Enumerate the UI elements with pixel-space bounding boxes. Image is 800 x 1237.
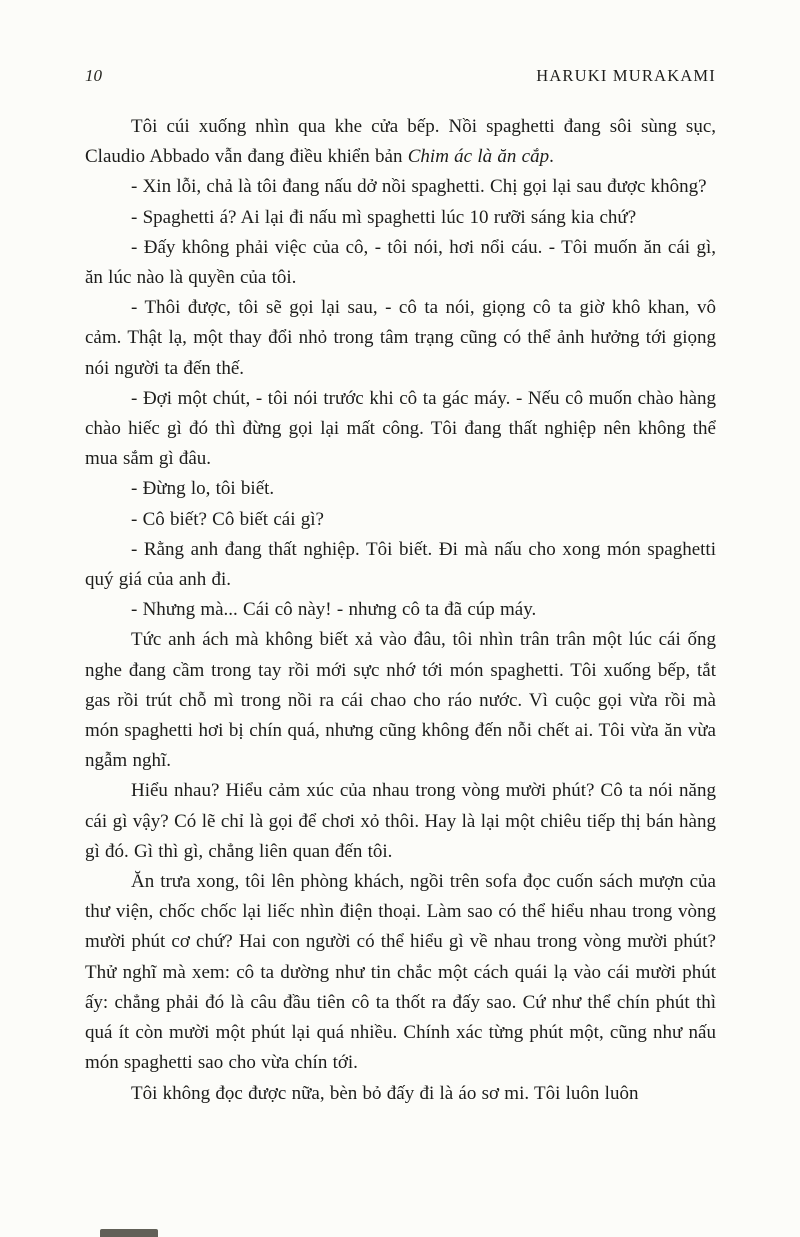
text-segment: - Đừng lo, tôi biết. — [131, 478, 275, 500]
running-head-author: HARUKI MURAKAMI — [536, 66, 716, 85]
text-segment: - Cô biết? Cô biết cái gì? — [131, 508, 324, 530]
text-segment: - Spaghetti á? Ai lại đi nấu mì spaghetti lúc 10 rưỡi sáng kia chứ? — [131, 206, 637, 228]
text-segment: Hiểu nhau? Hiểu cảm xúc của nhau trong vòng mười phút? Cô ta nói năng cái gì vậy? Có lẽ chỉ là gọi để chơi xỏ thôi. Hay là lại một chiêu tiếp thị bán hàng gì đó. Gì thì gì, chẳng liên quan đến tôi. — [85, 780, 716, 862]
work-title-emphasis: Chim ác là ăn cắp — [407, 146, 550, 168]
paragraph — [85, 233, 716, 293]
text-segment: Tôi không đọc được nữa, bèn bỏ đấy đi là áo sơ mi. Tôi luôn luôn — [131, 1082, 639, 1104]
paragraph — [85, 112, 716, 172]
paragraph — [85, 625, 716, 776]
paragraph — [85, 776, 716, 867]
paragraph — [85, 867, 716, 1078]
text-segment: - Đợi một chút, - tôi nói trước khi cô ta gác máy. - Nếu cô muốn chào hàng chào hiếc gì đó thì đừng gọi lại mất công. Tôi đang thất nghiệp nên không thể mua sắm gì đâu. — [85, 387, 716, 470]
text-segment: . — [549, 146, 554, 168]
paragraph — [85, 535, 716, 595]
paragraph — [85, 172, 716, 202]
paragraph — [85, 595, 716, 625]
page-body — [85, 112, 716, 1109]
scan-artifact — [100, 1229, 158, 1237]
paragraph — [85, 1079, 716, 1109]
text-segment: - Thôi được, tôi sẽ gọi lại sau, - cô ta nói, giọng cô ta giờ khô khan, vô cảm. Thật lạ, một thay đổi nhỏ trong tâm trạng cũng có thể ảnh hưởng tới giọng nói người ta đến thế. — [85, 297, 716, 379]
text-segment: Tôi cúi xuống nhìn qua khe cửa bếp. Nồi spaghetti đang sôi sùng sục, Claudio Abbado vẫn đang điều khiển bản — [85, 116, 716, 168]
paragraph — [85, 384, 716, 475]
text-segment: - Đấy không phải việc của cô, - tôi nói, hơi nổi cáu. - Tôi muốn ăn cái gì, ăn lúc nào là quyền của tôi. — [85, 236, 716, 289]
text-segment: - Nhưng mà... Cái cô này! - nhưng cô ta đã cúp máy. — [131, 599, 537, 621]
page-number: 10 — [85, 66, 102, 85]
page-header — [85, 66, 716, 86]
paragraph — [85, 203, 716, 233]
text-segment: - Rằng anh đang thất nghiệp. Tôi biết. Đi mà nấu cho xong món spaghetti quý giá của anh đi. — [85, 538, 716, 591]
text-segment: Tức anh ách mà không biết xả vào đâu, tôi nhìn trân trân một lúc cái ống nghe đang cầm trong tay rồi mới sực nhớ tới món spaghetti. Tôi xuống bếp, tắt gas rồi trút chỗ mì trong nồi ra cái chao cho ráo nước. Vì cuộc gọi vừa rồi mà món spaghetti hơi bị chín quá, nhưng cũng không đến nỗi chết ai. Tôi vừa ăn vừa ngẫm nghĩ. — [85, 629, 716, 772]
text-segment: - Xin lỗi, chả là tôi đang nấu dở nồi spaghetti. Chị gọi lại sau được không? — [131, 176, 707, 198]
paragraph — [85, 505, 716, 535]
text-segment: Ăn trưa xong, tôi lên phòng khách, ngồi trên sofa đọc cuốn sách mượn của thư viện, chốc chốc lại liếc nhìn điện thoại. Làm sao có thể hiểu nhau trong vòng mười phút cơ chứ? Hai con người có thể hiểu gì về nhau trong vòng mười phút? Thử nghĩ mà xem: cô ta dường như tin chắc một cách quái lạ vào cái mười phút ấy: chẳng phải đó là câu đầu tiên cô ta thốt ra đấy sao. Cứ như thể chín phút thì quá ít còn mười một phút lại quá nhiều. Chính xác từng phút một, cũng như nấu món spaghetti sao cho vừa chín tới. — [85, 871, 716, 1074]
paragraph — [85, 474, 716, 504]
paragraph — [85, 293, 716, 384]
